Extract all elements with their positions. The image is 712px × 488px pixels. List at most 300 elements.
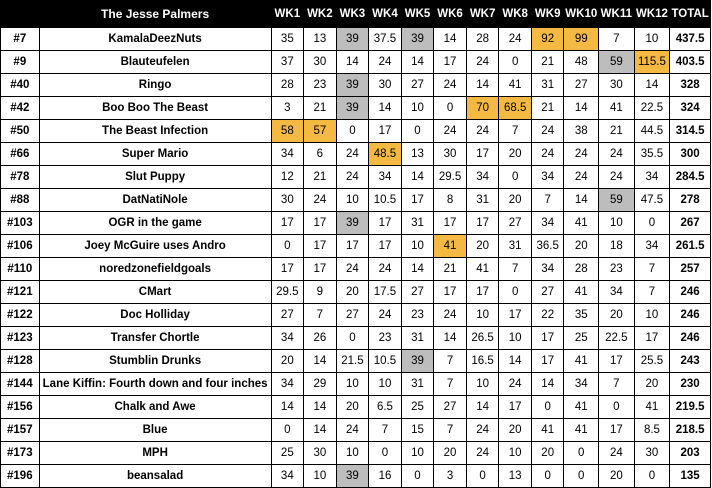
week-score-cell: 14 bbox=[401, 258, 434, 281]
week-score-cell: 24 bbox=[564, 143, 599, 166]
week-score-cell: 24 bbox=[466, 51, 499, 74]
week-score-cell: 34 bbox=[599, 281, 635, 304]
week-score-cell: 30 bbox=[304, 442, 337, 465]
total-cell: 284.5 bbox=[670, 166, 711, 189]
week-score-cell: 34 bbox=[531, 258, 564, 281]
week-score-cell: 10 bbox=[466, 304, 499, 327]
week-score-cell: 10 bbox=[599, 212, 635, 235]
week-score-cell: 34 bbox=[531, 212, 564, 235]
week-score-cell: 24 bbox=[336, 143, 369, 166]
week-score-cell: 0 bbox=[271, 419, 304, 442]
week-score-cell: 17 bbox=[434, 212, 467, 235]
week-score-cell: 17 bbox=[369, 212, 402, 235]
team-name-cell: Super Mario bbox=[39, 143, 271, 166]
week-score-cell: 6 bbox=[304, 143, 337, 166]
team-name-cell: Chalk and Awe bbox=[39, 396, 271, 419]
team-name-cell: noredzonefieldgoals bbox=[39, 258, 271, 281]
week-score-cell: 41 bbox=[564, 419, 599, 442]
total-cell: 246 bbox=[670, 281, 711, 304]
table-row bbox=[1, 327, 711, 350]
week-score-cell: 34 bbox=[634, 235, 670, 258]
week-score-cell: 14 bbox=[634, 74, 670, 97]
week-score-cell: 31 bbox=[531, 74, 564, 97]
week-score-cell: 25 bbox=[401, 396, 434, 419]
team-name-cell: The Beast Infection bbox=[39, 120, 271, 143]
week-score-cell: 7 bbox=[531, 189, 564, 212]
total-cell: 261.5 bbox=[670, 235, 711, 258]
week-score-cell: 24 bbox=[499, 373, 532, 396]
total-cell: 257 bbox=[670, 258, 711, 281]
week-score-cell: 21 bbox=[434, 258, 467, 281]
week-score-cell: 10 bbox=[336, 442, 369, 465]
rank-cell: #123 bbox=[1, 327, 40, 350]
league-title: The Jesse Palmers bbox=[39, 1, 271, 28]
week-score-cell: 47.5 bbox=[634, 189, 670, 212]
week-score-cell: 24 bbox=[531, 120, 564, 143]
table-row bbox=[1, 465, 711, 488]
week-score-cell: 34 bbox=[564, 373, 599, 396]
week-score-cell: 0 bbox=[564, 465, 599, 488]
week-score-cell: 29 bbox=[304, 373, 337, 396]
week-score-cell: 24 bbox=[531, 143, 564, 166]
week-score-cell: 14 bbox=[271, 396, 304, 419]
week-score-cell: 115.5 bbox=[634, 51, 670, 74]
week-score-cell: 0 bbox=[401, 120, 434, 143]
team-name-cell: CMart bbox=[39, 281, 271, 304]
table-row bbox=[1, 235, 711, 258]
week-score-cell: 0 bbox=[564, 442, 599, 465]
week-score-cell: 10.5 bbox=[369, 189, 402, 212]
week-score-cell: 17 bbox=[271, 258, 304, 281]
rank-cell: #9 bbox=[1, 51, 40, 74]
week-score-cell: 31 bbox=[466, 189, 499, 212]
week-score-cell: 10 bbox=[401, 235, 434, 258]
header-row bbox=[1, 1, 711, 28]
week-score-cell: 0 bbox=[531, 396, 564, 419]
week-score-cell: 6.5 bbox=[369, 396, 402, 419]
table-row bbox=[1, 373, 711, 396]
week-score-cell: 17 bbox=[369, 120, 402, 143]
week-score-cell: 26 bbox=[304, 327, 337, 350]
week-score-cell: 14 bbox=[564, 97, 599, 120]
team-name-cell: Ringo bbox=[39, 74, 271, 97]
week-score-cell: 17 bbox=[466, 143, 499, 166]
week-score-cell: 22.5 bbox=[599, 327, 635, 350]
week-score-cell: 27 bbox=[271, 304, 304, 327]
week-score-cell: 27 bbox=[336, 304, 369, 327]
rank-cell: #66 bbox=[1, 143, 40, 166]
table-row bbox=[1, 51, 711, 74]
week-score-cell: 7 bbox=[434, 350, 467, 373]
week-score-cell: 7 bbox=[499, 120, 532, 143]
week-score-cell: 41 bbox=[564, 350, 599, 373]
week-score-cell: 14 bbox=[336, 51, 369, 74]
rank-cell: #173 bbox=[1, 442, 40, 465]
rank-cell: #110 bbox=[1, 258, 40, 281]
rank-cell: #88 bbox=[1, 189, 40, 212]
week-score-cell: 41 bbox=[564, 212, 599, 235]
week-score-cell: 10 bbox=[499, 442, 532, 465]
week-score-cell: 17 bbox=[531, 350, 564, 373]
week-score-cell: 17 bbox=[434, 51, 467, 74]
week-score-cell: 70 bbox=[466, 97, 499, 120]
week-score-cell: 7 bbox=[304, 304, 337, 327]
week-score-cell: 27 bbox=[401, 281, 434, 304]
week-score-cell: 17 bbox=[634, 327, 670, 350]
week-score-cell: 41 bbox=[564, 396, 599, 419]
week-score-cell: 16 bbox=[369, 465, 402, 488]
table-row bbox=[1, 120, 711, 143]
week-score-cell: 24 bbox=[434, 304, 467, 327]
week-score-cell: 3 bbox=[271, 97, 304, 120]
team-name-cell: Stumblin Drunks bbox=[39, 350, 271, 373]
week-score-cell: 20 bbox=[531, 442, 564, 465]
week-score-cell: 10.5 bbox=[369, 350, 402, 373]
rank-cell: #156 bbox=[1, 396, 40, 419]
week-score-cell: 14 bbox=[401, 51, 434, 74]
week-score-cell: 30 bbox=[434, 143, 467, 166]
week-score-cell: 37.5 bbox=[369, 28, 402, 51]
week-header: WK3 bbox=[336, 1, 369, 28]
table-row bbox=[1, 281, 711, 304]
team-name-cell: Slut Puppy bbox=[39, 166, 271, 189]
week-score-cell: 28 bbox=[466, 28, 499, 51]
week-score-cell: 14 bbox=[304, 350, 337, 373]
week-score-cell: 14 bbox=[564, 189, 599, 212]
total-cell: 243 bbox=[670, 350, 711, 373]
week-score-cell: 17 bbox=[499, 396, 532, 419]
total-cell: 246 bbox=[670, 327, 711, 350]
week-score-cell: 24 bbox=[466, 442, 499, 465]
week-score-cell: 27 bbox=[564, 74, 599, 97]
week-score-cell: 17 bbox=[531, 327, 564, 350]
rank-cell: #106 bbox=[1, 235, 40, 258]
week-score-cell: 41 bbox=[599, 97, 635, 120]
week-score-cell: 23 bbox=[304, 74, 337, 97]
total-cell: 230 bbox=[670, 373, 711, 396]
week-score-cell: 24 bbox=[369, 304, 402, 327]
week-score-cell: 12 bbox=[271, 166, 304, 189]
week-score-cell: 17 bbox=[466, 212, 499, 235]
week-score-cell: 0 bbox=[634, 465, 670, 488]
week-score-cell: 17 bbox=[434, 281, 467, 304]
week-score-cell: 10 bbox=[336, 189, 369, 212]
team-name-cell: Joey McGuire uses Andro bbox=[39, 235, 271, 258]
week-score-cell: 23 bbox=[369, 327, 402, 350]
week-score-cell: 28 bbox=[564, 258, 599, 281]
week-score-cell: 16.5 bbox=[466, 350, 499, 373]
week-score-cell: 39 bbox=[336, 28, 369, 51]
week-score-cell: 14 bbox=[434, 28, 467, 51]
week-score-cell: 20 bbox=[564, 235, 599, 258]
week-score-cell: 7 bbox=[599, 373, 635, 396]
week-score-cell: 24 bbox=[369, 51, 402, 74]
team-name-cell: DatNatiNole bbox=[39, 189, 271, 212]
week-score-cell: 58 bbox=[271, 120, 304, 143]
week-score-cell: 30 bbox=[369, 74, 402, 97]
week-score-cell: 27 bbox=[531, 281, 564, 304]
week-score-cell: 10 bbox=[634, 304, 670, 327]
week-score-cell: 17.5 bbox=[369, 281, 402, 304]
rank-cell: #121 bbox=[1, 281, 40, 304]
week-score-cell: 24 bbox=[304, 189, 337, 212]
week-score-cell: 26.5 bbox=[466, 327, 499, 350]
week-score-cell: 7 bbox=[499, 258, 532, 281]
week-score-cell: 24 bbox=[336, 419, 369, 442]
week-score-cell: 34 bbox=[271, 373, 304, 396]
week-score-cell: 24 bbox=[599, 166, 635, 189]
week-score-cell: 0 bbox=[531, 465, 564, 488]
week-score-cell: 24 bbox=[434, 120, 467, 143]
week-score-cell: 17 bbox=[304, 235, 337, 258]
week-score-cell: 24 bbox=[466, 120, 499, 143]
total-cell: 246 bbox=[670, 304, 711, 327]
week-score-cell: 21.5 bbox=[336, 350, 369, 373]
week-score-cell: 7 bbox=[599, 28, 635, 51]
week-score-cell: 34 bbox=[271, 465, 304, 488]
week-score-cell: 3 bbox=[434, 465, 467, 488]
table-row bbox=[1, 419, 711, 442]
week-score-cell: 24 bbox=[564, 166, 599, 189]
total-cell: 328 bbox=[670, 74, 711, 97]
week-score-cell: 17 bbox=[304, 212, 337, 235]
week-score-cell: 27 bbox=[434, 396, 467, 419]
week-score-cell: 17 bbox=[599, 350, 635, 373]
week-score-cell: 0 bbox=[599, 396, 635, 419]
week-score-cell: 21 bbox=[599, 120, 635, 143]
team-name-cell: Doc Holliday bbox=[39, 304, 271, 327]
total-cell: 267 bbox=[670, 212, 711, 235]
week-score-cell: 31 bbox=[499, 235, 532, 258]
week-score-cell: 20 bbox=[336, 281, 369, 304]
week-score-cell: 39 bbox=[336, 465, 369, 488]
week-score-cell: 13 bbox=[304, 28, 337, 51]
week-score-cell: 21 bbox=[304, 97, 337, 120]
week-score-cell: 35 bbox=[564, 304, 599, 327]
week-score-cell: 14 bbox=[304, 419, 337, 442]
table-row bbox=[1, 97, 711, 120]
week-score-cell: 9 bbox=[304, 281, 337, 304]
week-score-cell: 14 bbox=[401, 166, 434, 189]
rank-cell: #42 bbox=[1, 97, 40, 120]
team-name-cell: Lane Kiffin: Fourth down and four inches bbox=[39, 373, 271, 396]
week-score-cell: 28 bbox=[271, 74, 304, 97]
week-score-cell: 41 bbox=[466, 258, 499, 281]
week-score-cell: 34 bbox=[369, 166, 402, 189]
week-score-cell: 31 bbox=[401, 327, 434, 350]
week-score-cell: 34 bbox=[634, 166, 670, 189]
week-score-cell: 20 bbox=[336, 396, 369, 419]
week-score-cell: 14 bbox=[369, 97, 402, 120]
table-row bbox=[1, 166, 711, 189]
week-score-cell: 10 bbox=[369, 373, 402, 396]
week-score-cell: 10 bbox=[336, 373, 369, 396]
week-score-cell: 14 bbox=[499, 350, 532, 373]
week-score-cell: 30 bbox=[634, 442, 670, 465]
week-header: WK1 bbox=[271, 1, 304, 28]
week-score-cell: 0 bbox=[466, 465, 499, 488]
table-row bbox=[1, 350, 711, 373]
table-row bbox=[1, 442, 711, 465]
week-score-cell: 0 bbox=[401, 465, 434, 488]
week-score-cell: 92 bbox=[531, 28, 564, 51]
week-score-cell: 14 bbox=[466, 74, 499, 97]
total-cell: 278 bbox=[670, 189, 711, 212]
week-score-cell: 34 bbox=[531, 166, 564, 189]
week-score-cell: 0 bbox=[499, 166, 532, 189]
week-score-cell: 39 bbox=[401, 28, 434, 51]
week-score-cell: 20 bbox=[499, 189, 532, 212]
week-score-cell: 14 bbox=[304, 396, 337, 419]
team-name-cell: Blauteufelen bbox=[39, 51, 271, 74]
week-score-cell: 20 bbox=[434, 442, 467, 465]
week-score-cell: 31 bbox=[401, 373, 434, 396]
week-score-cell: 10 bbox=[499, 327, 532, 350]
team-name-cell: Boo Boo The Beast bbox=[39, 97, 271, 120]
rank-cell: #128 bbox=[1, 350, 40, 373]
week-score-cell: 44.5 bbox=[634, 120, 670, 143]
week-score-cell: 10 bbox=[466, 373, 499, 396]
week-score-cell: 59 bbox=[599, 189, 635, 212]
week-header: WK7 bbox=[466, 1, 499, 28]
table-row bbox=[1, 212, 711, 235]
week-score-cell: 22 bbox=[531, 304, 564, 327]
week-score-cell: 38 bbox=[564, 120, 599, 143]
week-header: WK6 bbox=[434, 1, 467, 28]
week-score-cell: 41 bbox=[564, 281, 599, 304]
team-name-cell: OGR in the game bbox=[39, 212, 271, 235]
week-header: WK2 bbox=[304, 1, 337, 28]
team-name-cell: beansalad bbox=[39, 465, 271, 488]
week-score-cell: 17 bbox=[336, 235, 369, 258]
week-score-cell: 22.5 bbox=[634, 97, 670, 120]
rank-cell: #144 bbox=[1, 373, 40, 396]
week-header: WK4 bbox=[369, 1, 402, 28]
week-score-cell: 0 bbox=[434, 97, 467, 120]
rank-cell: #78 bbox=[1, 166, 40, 189]
week-header: WK9 bbox=[531, 1, 564, 28]
table-row bbox=[1, 28, 711, 51]
week-score-cell: 24 bbox=[336, 258, 369, 281]
week-score-cell: 59 bbox=[599, 51, 635, 74]
total-header: TOTAL bbox=[670, 1, 711, 28]
week-score-cell: 20 bbox=[271, 350, 304, 373]
week-score-cell: 35.5 bbox=[634, 143, 670, 166]
week-score-cell: 0 bbox=[336, 327, 369, 350]
week-score-cell: 14 bbox=[531, 373, 564, 396]
total-cell: 135 bbox=[670, 465, 711, 488]
week-score-cell: 29.5 bbox=[434, 166, 467, 189]
week-score-cell: 10 bbox=[401, 97, 434, 120]
week-score-cell: 0 bbox=[336, 120, 369, 143]
week-score-cell: 25 bbox=[271, 442, 304, 465]
week-score-cell: 17 bbox=[401, 189, 434, 212]
week-score-cell: 20 bbox=[599, 465, 635, 488]
rank-cell: #7 bbox=[1, 28, 40, 51]
week-score-cell: 37 bbox=[271, 51, 304, 74]
table-row bbox=[1, 304, 711, 327]
week-score-cell: 25 bbox=[564, 327, 599, 350]
week-score-cell: 24 bbox=[466, 419, 499, 442]
week-score-cell: 39 bbox=[336, 74, 369, 97]
rank-cell: #50 bbox=[1, 120, 40, 143]
week-score-cell: 13 bbox=[499, 465, 532, 488]
week-score-cell: 7 bbox=[434, 419, 467, 442]
week-score-cell: 20 bbox=[599, 304, 635, 327]
week-score-cell: 10 bbox=[401, 442, 434, 465]
week-score-cell: 30 bbox=[304, 51, 337, 74]
total-cell: 203 bbox=[670, 442, 711, 465]
total-cell: 314.5 bbox=[670, 120, 711, 143]
week-score-cell: 24 bbox=[599, 143, 635, 166]
week-score-cell: 13 bbox=[401, 143, 434, 166]
total-cell: 219.5 bbox=[670, 396, 711, 419]
total-cell: 437.5 bbox=[670, 28, 711, 51]
week-score-cell: 23 bbox=[599, 258, 635, 281]
week-score-cell: 20 bbox=[466, 235, 499, 258]
week-score-cell: 24 bbox=[499, 28, 532, 51]
table-row bbox=[1, 396, 711, 419]
week-score-cell: 14 bbox=[466, 396, 499, 419]
week-score-cell: 23 bbox=[401, 304, 434, 327]
week-score-cell: 36.5 bbox=[531, 235, 564, 258]
week-score-cell: 0 bbox=[271, 235, 304, 258]
week-score-cell: 21 bbox=[304, 166, 337, 189]
week-score-cell: 20 bbox=[634, 373, 670, 396]
rank-cell: #122 bbox=[1, 304, 40, 327]
team-name-cell: Blue bbox=[39, 419, 271, 442]
week-score-cell: 7 bbox=[369, 419, 402, 442]
week-score-cell: 18 bbox=[599, 235, 635, 258]
week-score-cell: 41 bbox=[634, 396, 670, 419]
total-cell: 300 bbox=[670, 143, 711, 166]
week-score-cell: 10 bbox=[304, 465, 337, 488]
week-score-cell: 41 bbox=[499, 74, 532, 97]
week-score-cell: 39 bbox=[336, 212, 369, 235]
table-row bbox=[1, 143, 711, 166]
rank-header bbox=[1, 1, 40, 28]
team-name-cell: Transfer Chortle bbox=[39, 327, 271, 350]
team-name-cell: KamalaDeezNuts bbox=[39, 28, 271, 51]
week-score-cell: 24 bbox=[336, 166, 369, 189]
week-score-cell: 17 bbox=[499, 304, 532, 327]
week-score-cell: 17 bbox=[271, 212, 304, 235]
total-cell: 324 bbox=[670, 97, 711, 120]
week-score-cell: 15 bbox=[401, 419, 434, 442]
week-score-cell: 8.5 bbox=[634, 419, 670, 442]
table-row bbox=[1, 258, 711, 281]
table-row bbox=[1, 189, 711, 212]
week-header: WK11 bbox=[599, 1, 635, 28]
week-score-cell: 7 bbox=[634, 281, 670, 304]
week-score-cell: 24 bbox=[434, 74, 467, 97]
week-score-cell: 0 bbox=[634, 212, 670, 235]
week-score-cell: 35 bbox=[271, 28, 304, 51]
week-score-cell: 14 bbox=[434, 327, 467, 350]
week-score-cell: 34 bbox=[271, 143, 304, 166]
week-score-cell: 27 bbox=[401, 74, 434, 97]
week-score-cell: 39 bbox=[336, 97, 369, 120]
rank-cell: #157 bbox=[1, 419, 40, 442]
week-score-cell: 27 bbox=[499, 212, 532, 235]
week-score-cell: 7 bbox=[634, 258, 670, 281]
week-score-cell: 99 bbox=[564, 28, 599, 51]
team-name-cell: MPH bbox=[39, 442, 271, 465]
rank-cell: #196 bbox=[1, 465, 40, 488]
week-score-cell: 24 bbox=[599, 442, 635, 465]
week-score-cell: 17 bbox=[304, 258, 337, 281]
week-score-cell: 31 bbox=[401, 212, 434, 235]
